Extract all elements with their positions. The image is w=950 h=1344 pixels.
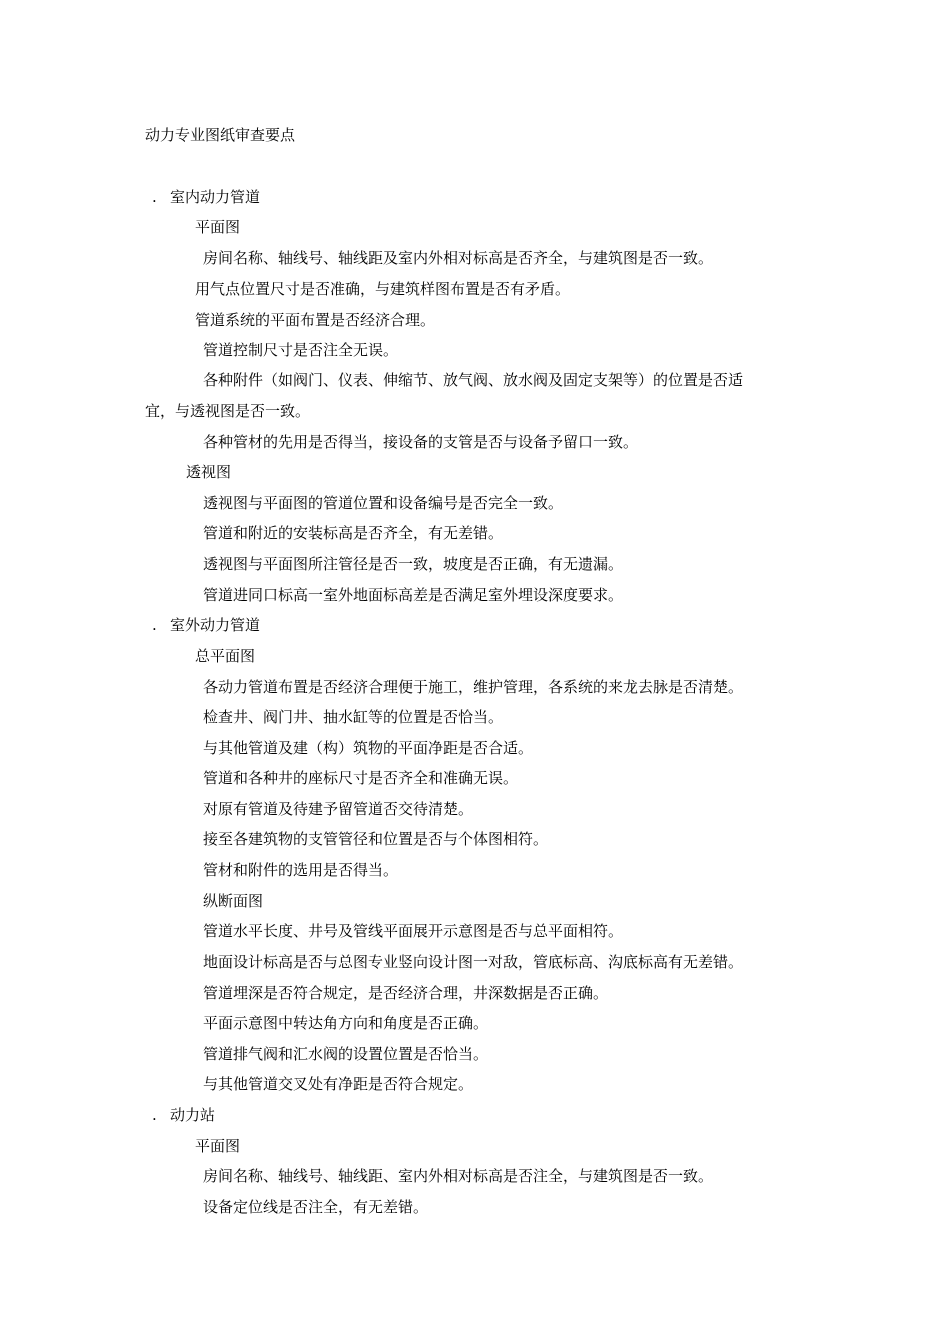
section-heading-indoor-pipes: . 室内动力管道 xyxy=(152,188,261,206)
subsection-heading-plan: 平面图 xyxy=(195,1137,241,1155)
list-item: 管道埋深是否符合规定，是否经济合理，井深数据是否正确。 xyxy=(203,984,609,1002)
list-item: 管道水平长度、井号及管线平面展开示意图是否与总平面相符。 xyxy=(203,922,624,940)
list-item: 管道进同口标高一室外地面标高差是否满足室外埋设深度要求。 xyxy=(203,586,624,604)
list-item: 与其他管道交叉处有净距是否符合规定。 xyxy=(203,1075,474,1093)
list-item: 各种管材的先用是否得当，接设备的支管是否与设备予留口一致。 xyxy=(203,433,639,451)
list-item: 设备定位线是否注全，有无差错。 xyxy=(203,1198,429,1216)
list-item-continuation: 宜，与透视图是否一致。 xyxy=(145,402,311,420)
list-item: 与其他管道及建（构）筑物的平面净距是否合适。 xyxy=(203,739,534,757)
subsection-heading-plan: 平面图 xyxy=(195,218,241,236)
section-bullet: . xyxy=(152,1106,157,1124)
section-bullet: . xyxy=(152,188,157,206)
subsection-heading-perspective: 透视图 xyxy=(186,463,232,481)
document-title: 动力专业图纸审查要点 xyxy=(145,126,296,144)
list-item: 对原有管道及待建予留管道否交待清楚。 xyxy=(203,800,474,818)
list-item: 管道控制尺寸是否注全无误。 xyxy=(203,341,399,359)
list-item: 检查井、阀门井、抽水缸等的位置是否恰当。 xyxy=(203,708,504,726)
list-item: 用气点位置尺寸是否准确，与建筑样图布置是否有矛盾。 xyxy=(195,280,571,298)
section-heading-power-station: . 动力站 xyxy=(152,1106,216,1124)
list-item: 平面示意图中转达角方向和角度是否正确。 xyxy=(203,1014,489,1032)
list-item: 管道和各种井的座标尺寸是否齐全和准确无误。 xyxy=(203,769,519,787)
list-item: 接至各建筑物的支管管径和位置是否与个体图相符。 xyxy=(203,830,549,848)
list-item: 透视图与平面图所注管径是否一致，坡度是否正确，有无遗漏。 xyxy=(203,555,624,573)
list-item: 管道系统的平面布置是否经济合理。 xyxy=(195,311,436,329)
list-item: 透视图与平面图的管道位置和设备编号是否完全一致。 xyxy=(203,494,564,512)
list-item: 各种附件（如阀门、仪表、伸缩节、放气阀、放水阀及固定支架等）的位置是否适 xyxy=(203,371,744,389)
subsection-heading-longitudinal-section: 纵断面图 xyxy=(203,892,264,910)
subsection-heading-site-plan: 总平面图 xyxy=(195,647,256,665)
section-bullet: . xyxy=(152,616,157,634)
list-item: 地面设计标高是否与总图专业竖向设计图一对敌，管底标高、沟底标高有无差错。 xyxy=(203,953,744,971)
list-item: 管道和附近的安装标高是否齐全，有无差错。 xyxy=(203,524,504,542)
list-item: 各动力管道布置是否经济合理便于施工，维护管理，各系统的来龙去脉是否清楚。 xyxy=(203,678,744,696)
list-item: 管材和附件的选用是否得当。 xyxy=(203,861,399,879)
section-heading-outdoor-pipes: . 室外动力管道 xyxy=(152,616,261,634)
list-item: 房间名称、轴线号、轴线距、室内外相对标高是否注全，与建筑图是否一致。 xyxy=(203,1167,714,1185)
list-item: 房间名称、轴线号、轴线距及室内外相对标高是否齐全，与建筑图是否一致。 xyxy=(203,249,714,267)
list-item: 管道排气阀和汇水阀的设置位置是否恰当。 xyxy=(203,1045,489,1063)
